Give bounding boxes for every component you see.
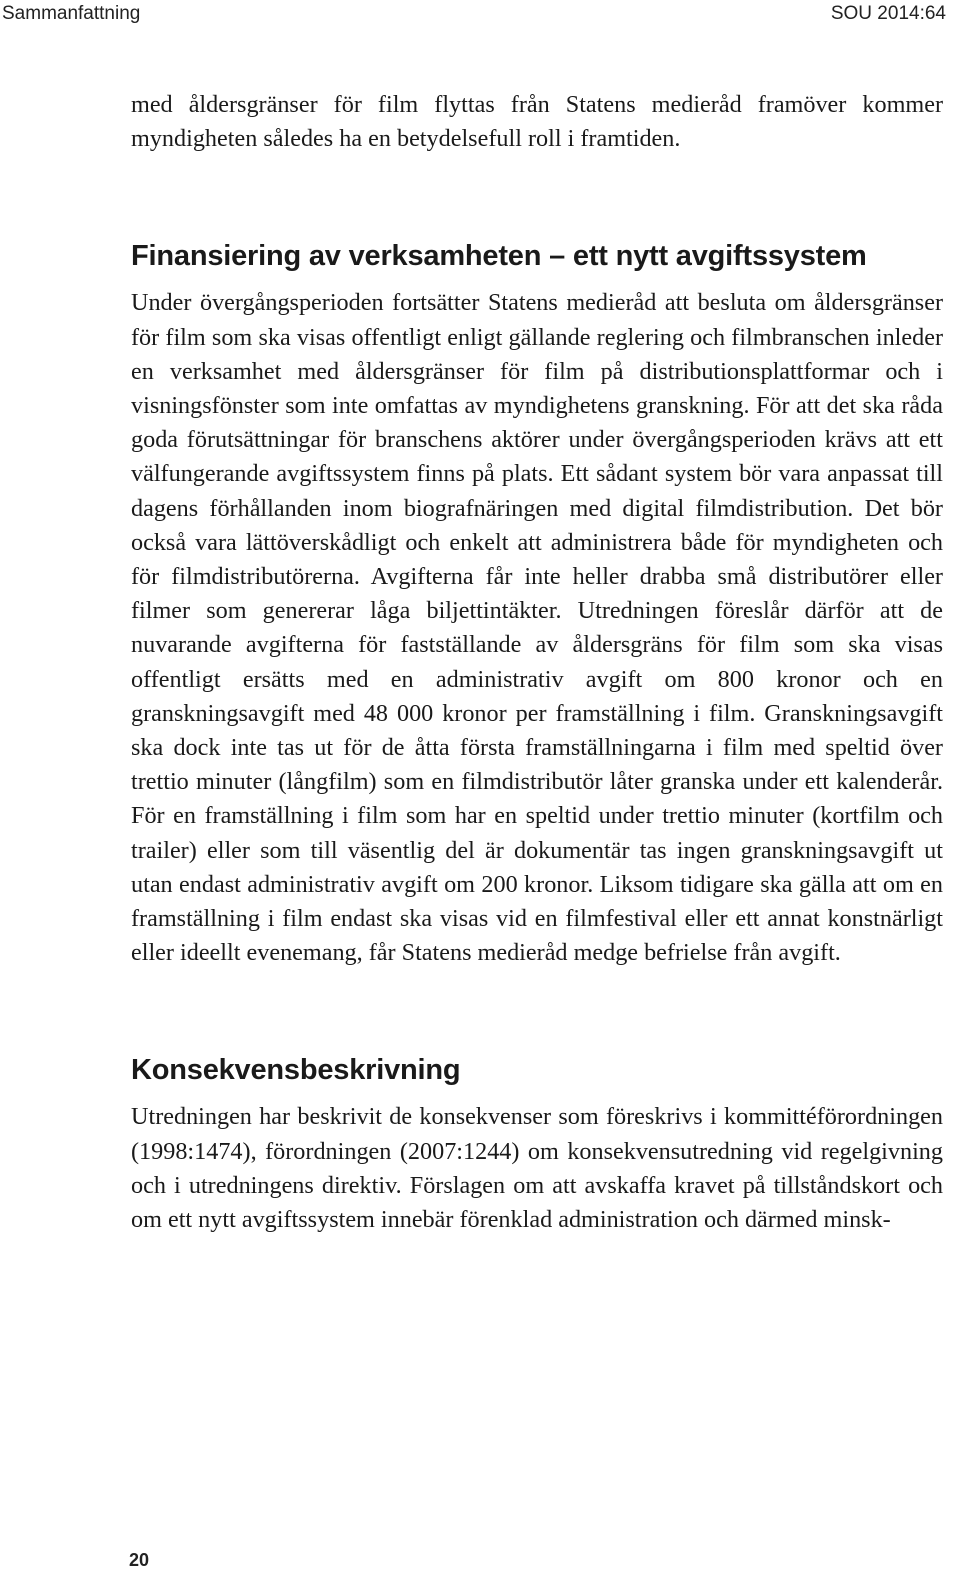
financing-paragraph: Under övergångsperioden fortsätter Statens medieråd att besluta om åldersgränser för film som ska visas offentligt enligt gällande reglering och filmbranschen inleder en verksamhet med åldersgränser för film på distributionsplattformar och i visningsfönster som inte omfattas av myndighetens granskning. För att det ska råda goda förutsättningar för branschens aktörer under övergångsperioden krävs att ett välfungerande avgiftssystem finns på plats. Ett sådant system bör vara anpassat till dagens förhållanden inom biografnäringen med digital filmdistribution. Det bör också vara lättöverskådligt och enkelt att administrera både för myndigheten och för filmdistributörerna. Avgifterna får inte heller drabba små distributörer eller filmer som genererar låga biljettintäkter. Utredningen föreslår därför att de nuvarande avgifterna för fastställande av åldersgräns för film som ska visas offentligt ersätts med en administrativ avgift om 800 kronor och en granskningsavgift med 48 000 kronor per framställning i film. Granskningsavgift ska dock inte tas ut för de åtta första framställningarna i film med speltid över trettio minuter (långfilm) som en filmdistributör låter granska under ett kalenderår. För en framställning i film som har en speltid under trettio minuter (kortfilm och trailer) eller som till väsentlig del är dokumentär tas ingen granskningsavgift ut utan endast administrativ avgift om 200 kronor. Liksom tidigare ska gälla att om en framställning i film endast ska visas vid en filmfestival eller ett annat konstnärligt eller ideellt evenemang, får Statens medieråd medge befrielse från avgift. <box>131 289 943 967</box>
running-header-document-id: SOU 2014:64 <box>830 3 946 24</box>
page-body <box>131 88 943 1237</box>
section-heading-financing: Finansiering av verksamheten – ett nytt avgiftssystem <box>131 240 867 273</box>
page-number: 20 <box>129 1550 150 1570</box>
running-header-section: Sammanfattning <box>2 3 141 24</box>
consequences-paragraph: Utredningen har beskrivit de konsekvenser som föreskrivs i kommittéförordningen (1998:1474), förordningen (2007:1244) om konsekvensutredning vid regelgivning och i utredningens direktiv. Förslagen om att avskaffa kravet på tillståndskort och om ett nytt avgiftssystem innebär förenklad administration och därmed minsk- <box>131 1103 943 1234</box>
page-header <box>0 0 960 28</box>
section-heading-consequences: Konsekvensbeskrivning <box>131 1054 461 1087</box>
intro-paragraph: med åldersgränser för film flyttas från Statens medieråd framöver kommer myndigheten således ha en betydelsefull roll i framtiden. <box>131 91 943 153</box>
